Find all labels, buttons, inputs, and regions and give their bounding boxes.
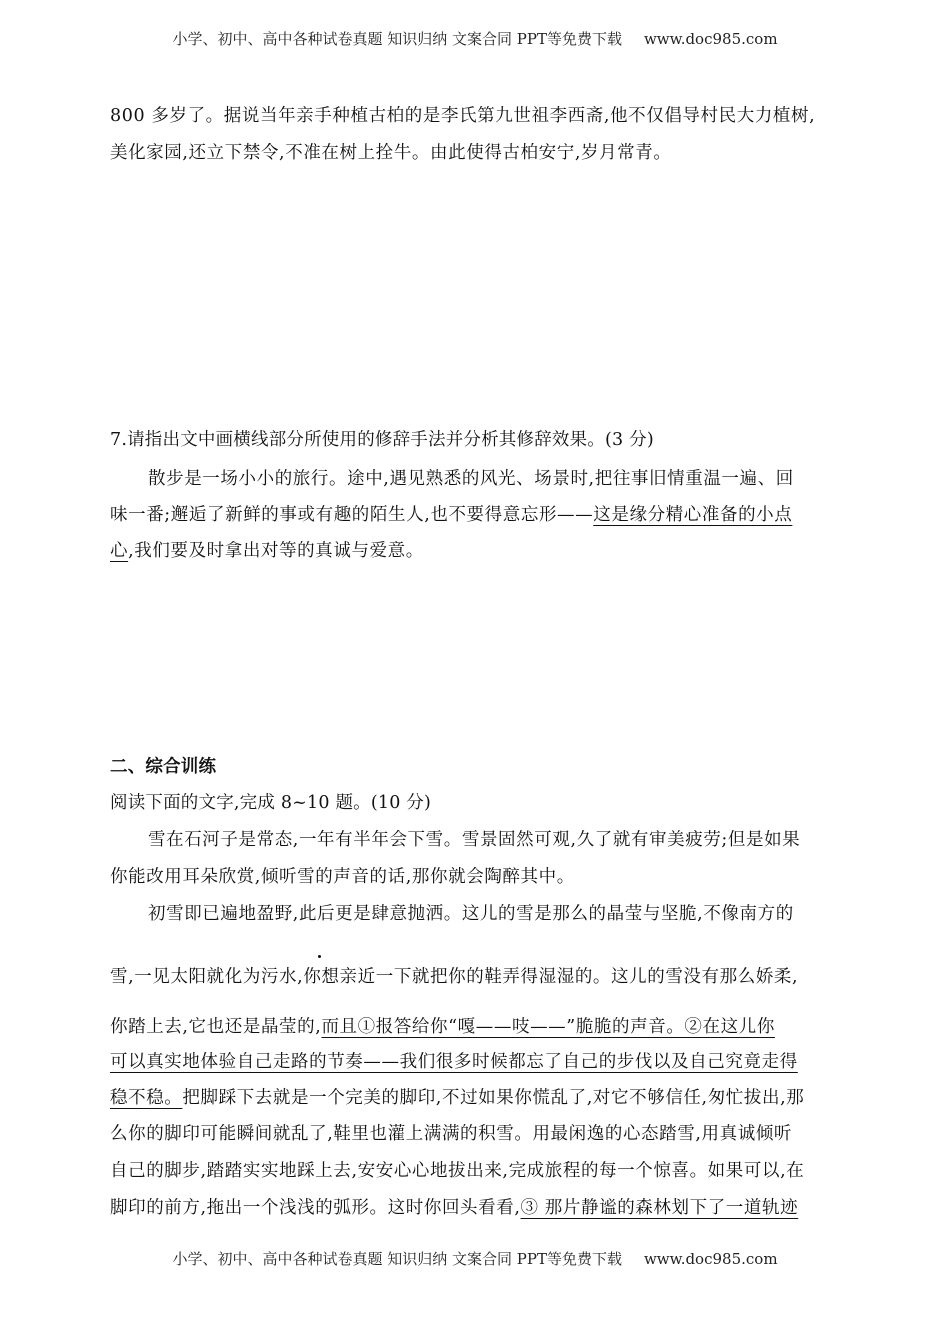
question-7-title: 7.请指出文中画横线部分所使用的修辞手法并分析其修辞效果。(3 分) [110, 430, 654, 450]
question-7-line-2-text: 味一番;邂逅了新鲜的事或有趣的陌生人,也不要得意忘形—— [110, 505, 594, 525]
underlined-sentence-2: 可以真实地体验自己走路的节奏——我们很多时候都忘了自己的步伐以及自己究竟走得 [110, 1052, 798, 1072]
underlined-sentence-2-end: 稳不稳。 [110, 1088, 183, 1108]
header-text: 小学、初中、高中各种试卷真题 知识归纳 文案合同 PPT等免费下载 [172, 30, 622, 48]
passage-top-line-2: 美化家园,还立下禁令,不准在树上拴牛。由此使得古柏安宁,岁月常青。 [110, 143, 672, 163]
question-7-underlined-part-1: 这是缘分精心准备的小点 [593, 505, 793, 525]
paragraph-2-line-6: 么你的脚印可能瞬间就乱了,鞋里也灌上满满的积雪。用最闲逸的心态踏雪,用真诚倾听 [110, 1124, 793, 1144]
header-url[interactable]: www.doc985.com [643, 30, 778, 48]
page-footer [0, 1248, 950, 1269]
page-header [0, 28, 950, 49]
section-2-instruction: 阅读下面的文字,完成 8~10 题。(10 分) [110, 793, 432, 813]
underlined-sentence-1: 而且①报答给你“嘎——吱——”脆脆的声音。②在这儿你 [321, 1017, 775, 1037]
footer-url[interactable]: www.doc985.com [643, 1250, 778, 1268]
paragraph-2-line-4 [110, 1050, 798, 1074]
question-7-line-3 [110, 539, 424, 563]
paragraph-2-line-3 [110, 1015, 775, 1039]
question-7-line-3-text: ,我们要及时拿出对等的真诚与爱意。 [128, 541, 424, 561]
paragraph-2-line-2: 雪,一见太阳就化为污水,你想亲近一下就把你的鞋弄得湿湿的。这儿的雪没有那么娇柔, [110, 967, 799, 987]
paragraph-2-line-5-text: 把脚踩下去就是一个完美的脚印,不过如果你慌乱了,对它不够信任,匆忙拔出,那 [182, 1088, 805, 1108]
paragraph-2-line-7: 自己的脚步,踏踏实实地踩上去,安安心心地拔出来,完成旅程的每一个惊喜。如果可以,在 [110, 1161, 805, 1181]
paragraph-2-line-5 [110, 1086, 804, 1110]
paragraph-2-line-3-text: 你踏上去,它也还是晶莹的, [110, 1017, 322, 1037]
underlined-sentence-3: ③ 那片静谧的森林划下了一道轨迹 [520, 1198, 799, 1218]
question-7-underlined-part-2: 心 [110, 541, 129, 561]
paragraph-2-line-8 [110, 1196, 798, 1220]
emphasis-dot [318, 955, 321, 958]
question-7-line-2 [110, 503, 792, 527]
paragraph-2-line-1: 初雪即已遍地盈野,此后更是肆意抛洒。这儿的雪是那么的晶莹与坚脆,不像南方的 [148, 904, 794, 924]
footer-text: 小学、初中、高中各种试卷真题 知识归纳 文案合同 PPT等免费下载 [172, 1250, 622, 1268]
question-7-line-1: 散步是一场小小的旅行。途中,遇见熟悉的风光、场景时,把往事旧情重温一遍、回 [148, 469, 794, 489]
section-2-heading: 二、综合训练 [110, 757, 217, 777]
paragraph-2-line-8-text: 脚印的前方,拖出一个浅浅的弧形。这时你回头看看, [110, 1198, 521, 1218]
paragraph-1-line-1: 雪在石河子是常态,一年有半年会下雪。雪景固然可观,久了就有审美疲劳;但是如果 [148, 830, 801, 850]
passage-top-line-1: 800 多岁了。据说当年亲手种植古柏的是李氏第九世祖李西斋,他不仅倡导村民大力植树, [110, 106, 816, 126]
paragraph-1-line-2: 你能改用耳朵欣赏,倾听雪的声音的话,那你就会陶醉其中。 [110, 867, 575, 887]
